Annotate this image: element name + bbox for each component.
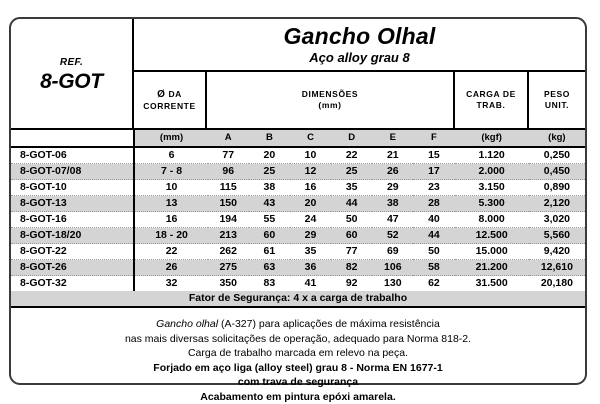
cell-c: 35 <box>290 244 331 260</box>
table-header <box>11 19 585 130</box>
reference-cell <box>11 19 134 128</box>
group-header-unit-weight <box>529 72 585 128</box>
diameter-symbol-icon: Ø <box>157 89 165 100</box>
cell-ref: 8-GOT-16 <box>11 212 134 228</box>
cell-c: 16 <box>290 180 331 196</box>
footer-line-6: Acabamento em pintura epóxi amarela. <box>11 390 585 404</box>
cell-b: 25 <box>249 164 290 180</box>
specifications-body <box>11 147 585 291</box>
units-cell-carga: (kgf) <box>455 130 529 147</box>
cell-e: 21 <box>372 147 413 164</box>
cell-corrente: 6 <box>134 147 207 164</box>
cell-d: 22 <box>331 147 372 164</box>
cell-carga: 21.200 <box>455 260 529 276</box>
cell-ref: 8-GOT-22 <box>11 244 134 260</box>
footer-line-4: Forjado em aço liga (alloy steel) grau 8 - Norma EN 1677-1 <box>11 361 585 376</box>
cell-corrente: 22 <box>134 244 207 260</box>
title-block <box>134 19 585 72</box>
cell-ref: 8-GOT-07/08 <box>11 164 134 180</box>
cell-b: 55 <box>249 212 290 228</box>
cell-d: 35 <box>331 180 372 196</box>
units-cell-ref <box>11 130 134 147</box>
cell-a: 213 <box>208 228 249 244</box>
cell-a: 262 <box>208 244 249 260</box>
cell-ref: 8-GOT-10 <box>11 180 134 196</box>
cell-corrente: 7 - 8 <box>134 164 207 180</box>
cell-carga: 1.120 <box>455 147 529 164</box>
cell-d: 92 <box>331 276 372 292</box>
cell-c: 20 <box>290 196 331 212</box>
reference-code: 8-GOT <box>40 70 103 94</box>
cell-f: 23 <box>413 180 454 196</box>
group-header-chain-diameter-line1: DA <box>168 89 181 99</box>
footer-line-1-italic: Gancho olhal <box>156 318 218 330</box>
table-row <box>11 212 585 228</box>
cell-ref: 8-GOT-18/20 <box>11 228 134 244</box>
cell-peso: 0,890 <box>529 180 585 196</box>
cell-e: 52 <box>372 228 413 244</box>
cell-e: 69 <box>372 244 413 260</box>
product-subtitle: Aço alloy grau 8 <box>309 50 409 65</box>
cell-a: 350 <box>208 276 249 292</box>
group-header-working-load-line1: CARGA DE <box>466 89 516 100</box>
table-row <box>11 164 585 180</box>
cell-b: 63 <box>249 260 290 276</box>
cell-corrente: 18 - 20 <box>134 228 207 244</box>
cell-a: 96 <box>208 164 249 180</box>
cell-f: 28 <box>413 196 454 212</box>
cell-f: 50 <box>413 244 454 260</box>
units-row <box>11 130 585 147</box>
group-header-dimensions-line1: DIMENSÕES <box>302 89 358 100</box>
cell-d: 25 <box>331 164 372 180</box>
cell-e: 38 <box>372 196 413 212</box>
cell-c: 10 <box>290 147 331 164</box>
table-row <box>11 260 585 276</box>
units-cell-f: F <box>413 130 454 147</box>
cell-b: 61 <box>249 244 290 260</box>
cell-peso: 3,020 <box>529 212 585 228</box>
spec-sheet-card <box>9 17 587 385</box>
cell-ref: 8-GOT-06 <box>11 147 134 164</box>
cell-peso: 9,420 <box>529 244 585 260</box>
cell-ref: 8-GOT-32 <box>11 276 134 292</box>
cell-f: 62 <box>413 276 454 292</box>
cell-corrente: 16 <box>134 212 207 228</box>
table-row <box>11 244 585 260</box>
cell-f: 44 <box>413 228 454 244</box>
units-cell-c: C <box>290 130 331 147</box>
cell-corrente: 26 <box>134 260 207 276</box>
footer-line-1 <box>11 317 585 332</box>
footer-notes <box>11 308 585 404</box>
cell-f: 17 <box>413 164 454 180</box>
units-cell-e: E <box>372 130 413 147</box>
table-row <box>11 196 585 212</box>
cell-corrente: 10 <box>134 180 207 196</box>
cell-carga: 12.500 <box>455 228 529 244</box>
column-group-headers <box>134 72 585 128</box>
cell-a: 115 <box>208 180 249 196</box>
table-row <box>11 276 585 292</box>
cell-b: 83 <box>249 276 290 292</box>
cell-e: 29 <box>372 180 413 196</box>
footer-line-3: Carga de trabalho marcada em relevo na peça. <box>11 346 585 361</box>
cell-f: 15 <box>413 147 454 164</box>
cell-a: 275 <box>208 260 249 276</box>
cell-peso: 0,450 <box>529 164 585 180</box>
cell-c: 36 <box>290 260 331 276</box>
group-header-chain-diameter <box>134 72 207 128</box>
table-row <box>11 180 585 196</box>
cell-c: 41 <box>290 276 331 292</box>
cell-carga: 5.300 <box>455 196 529 212</box>
cell-e: 47 <box>372 212 413 228</box>
cell-peso: 20,180 <box>529 276 585 292</box>
cell-ref: 8-GOT-26 <box>11 260 134 276</box>
units-cell-d: D <box>331 130 372 147</box>
table-row <box>11 147 585 164</box>
cell-c: 24 <box>290 212 331 228</box>
group-header-dimensions-line2: (mm) <box>318 100 341 111</box>
safety-factor-row <box>11 291 585 307</box>
cell-b: 60 <box>249 228 290 244</box>
cell-c: 29 <box>290 228 331 244</box>
group-header-chain-diameter-line2: CORRENTE <box>143 101 196 112</box>
cell-b: 38 <box>249 180 290 196</box>
cell-carga: 8.000 <box>455 212 529 228</box>
units-cell-a: A <box>208 130 249 147</box>
header-right <box>134 19 585 128</box>
safety-factor-text: Fator de Segurança: 4 x a carga de trabalho <box>11 291 585 307</box>
cell-peso: 2,120 <box>529 196 585 212</box>
cell-peso: 12,610 <box>529 260 585 276</box>
cell-d: 60 <box>331 228 372 244</box>
footer-line-1-rest: (A-327) para aplicações de máxima resistência <box>218 318 440 330</box>
units-cell-corrente: (mm) <box>134 130 207 147</box>
cell-f: 58 <box>413 260 454 276</box>
footer-line-5: com trava de segurança <box>11 375 585 390</box>
cell-b: 20 <box>249 147 290 164</box>
group-header-working-load-line2: TRAB. <box>477 100 506 111</box>
cell-c: 12 <box>290 164 331 180</box>
group-header-unit-weight-line2: UNIT. <box>545 100 569 111</box>
cell-d: 77 <box>331 244 372 260</box>
cell-peso: 0,250 <box>529 147 585 164</box>
cell-b: 43 <box>249 196 290 212</box>
cell-d: 50 <box>331 212 372 228</box>
cell-carga: 31.500 <box>455 276 529 292</box>
cell-e: 26 <box>372 164 413 180</box>
cell-e: 130 <box>372 276 413 292</box>
cell-f: 40 <box>413 212 454 228</box>
cell-carga: 2.000 <box>455 164 529 180</box>
product-title: Gancho Olhal <box>284 24 436 48</box>
cell-a: 150 <box>208 196 249 212</box>
cell-ref: 8-GOT-13 <box>11 196 134 212</box>
cell-carga: 15.000 <box>455 244 529 260</box>
units-cell-b: B <box>249 130 290 147</box>
table-row <box>11 228 585 244</box>
cell-e: 106 <box>372 260 413 276</box>
footer-line-2: nas mais diversas solicitações de operação, adequado para Norma 818-2. <box>11 332 585 347</box>
cell-peso: 5,560 <box>529 228 585 244</box>
group-header-unit-weight-line1: PESO <box>544 89 570 100</box>
units-cell-peso: (kg) <box>529 130 585 147</box>
group-header-dimensions <box>207 72 455 128</box>
cell-a: 194 <box>208 212 249 228</box>
specifications-table <box>11 130 585 308</box>
cell-a: 77 <box>208 147 249 164</box>
cell-corrente: 13 <box>134 196 207 212</box>
cell-corrente: 32 <box>134 276 207 292</box>
reference-label: REF. <box>60 57 83 68</box>
group-header-working-load <box>455 72 529 128</box>
cell-d: 82 <box>331 260 372 276</box>
cell-d: 44 <box>331 196 372 212</box>
cell-carga: 3.150 <box>455 180 529 196</box>
